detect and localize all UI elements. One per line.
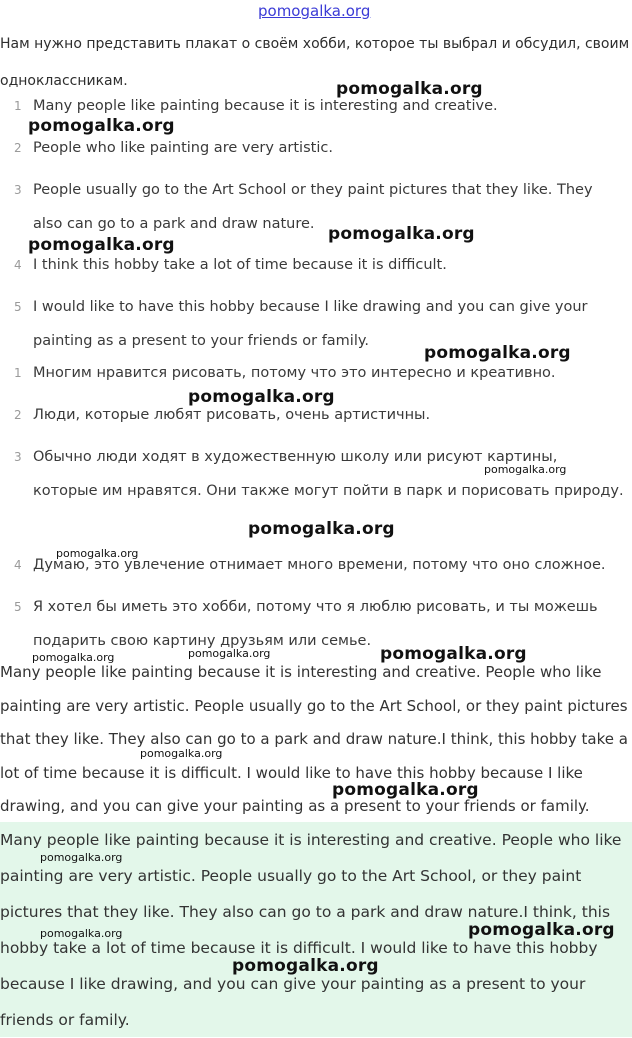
watermark: pomogalka.org — [424, 343, 571, 363]
watermark: pomogalka.org — [32, 651, 115, 664]
item-number: 5 — [14, 600, 22, 614]
item-text: Я хотел бы иметь это хобби, потому что я люблю рисовать, и ты можешь подарить свою картину друзьям или семье. — [33, 599, 598, 649]
watermark: pomogalka.org — [336, 79, 483, 99]
watermark: pomogalka.org — [140, 747, 223, 760]
watermark: pomogalka.org — [28, 235, 175, 255]
item-text: I think this hobby take a lot of time because it is difficult. — [33, 257, 447, 273]
item-number: 4 — [14, 258, 22, 272]
item-number: 5 — [14, 300, 22, 314]
watermark: pomogalka.org — [40, 927, 123, 940]
item-number: 1 — [14, 366, 22, 380]
item-number: 2 — [14, 408, 22, 422]
watermark: pomogalka.org — [332, 780, 479, 800]
watermark: pomogalka.org — [188, 387, 335, 407]
item-text: Many people like painting because it is interesting and creative. — [33, 98, 498, 114]
watermark-top-link[interactable]: pomogalka.org — [258, 2, 371, 20]
watermark: pomogalka.org — [28, 116, 175, 136]
item-text: Люди, которые любят рисовать, очень артистичны. — [33, 407, 431, 423]
watermark: pomogalka.org — [56, 547, 139, 560]
watermark: pomogalka.org — [248, 519, 395, 539]
item-text: People usually go to the Art School or they paint pictures that they like. They also can go to a park and draw nature. — [33, 182, 593, 232]
item-number: 1 — [14, 99, 22, 113]
watermark: pomogalka.org — [468, 920, 615, 940]
item-text: Обычно люди ходят в художественную школу или рисуют картины, которые им нравятся. Они также могут пойти в парк и порисовать природу. — [33, 449, 624, 499]
watermark: pomogalka.org — [40, 851, 123, 864]
item-text: I would like to have this hobby because I like drawing and you can give your painting as a present to your friends or family. — [33, 299, 588, 349]
item-number: 4 — [14, 558, 22, 572]
item-number: 3 — [14, 183, 22, 197]
watermark: pomogalka.org — [188, 647, 271, 660]
highlighted-summary-paragraph: Many people like painting because it is interesting and creative. People who like painting are very artistic. People usually go to the Art School, or they paint pictures that they like. They also can go to a park and draw nature.I think, this hobby take a lot of time because it is difficult. I would like to have this hobby because I like drawing, and you can give your painting as a present to your friends or family. — [0, 822, 632, 1037]
item-number: 3 — [14, 450, 22, 464]
item-number: 2 — [14, 141, 22, 155]
item-text: Думаю, это увлечение отнимает много времени, потому что оно сложное. — [33, 557, 606, 573]
watermark: pomogalka.org — [232, 956, 379, 976]
summary-paragraph: Many people like painting because it is interesting and creative. People who like painting are very artistic. People usually go to the Art School, or they paint pictures that they like. They also can go to a park and draw nature.I think, this hobby take a lot of time because it is difficult. I would like to have this hobby because I like drawing, and you can give your painting as a present to your friends or family. — [0, 663, 628, 816]
watermark: pomogalka.org — [380, 644, 527, 664]
watermark: pomogalka.org — [484, 463, 567, 476]
watermark: pomogalka.org — [328, 224, 475, 244]
task-intro: Нам нужно представить плакат о своём хобби, которое ты выбрал и обсудил, своим одноклассникам. — [0, 36, 630, 89]
item-text: People who like painting are very artistic. — [33, 140, 333, 156]
item-text: Многим нравится рисовать, потому что это интересно и креативно. — [33, 365, 556, 381]
